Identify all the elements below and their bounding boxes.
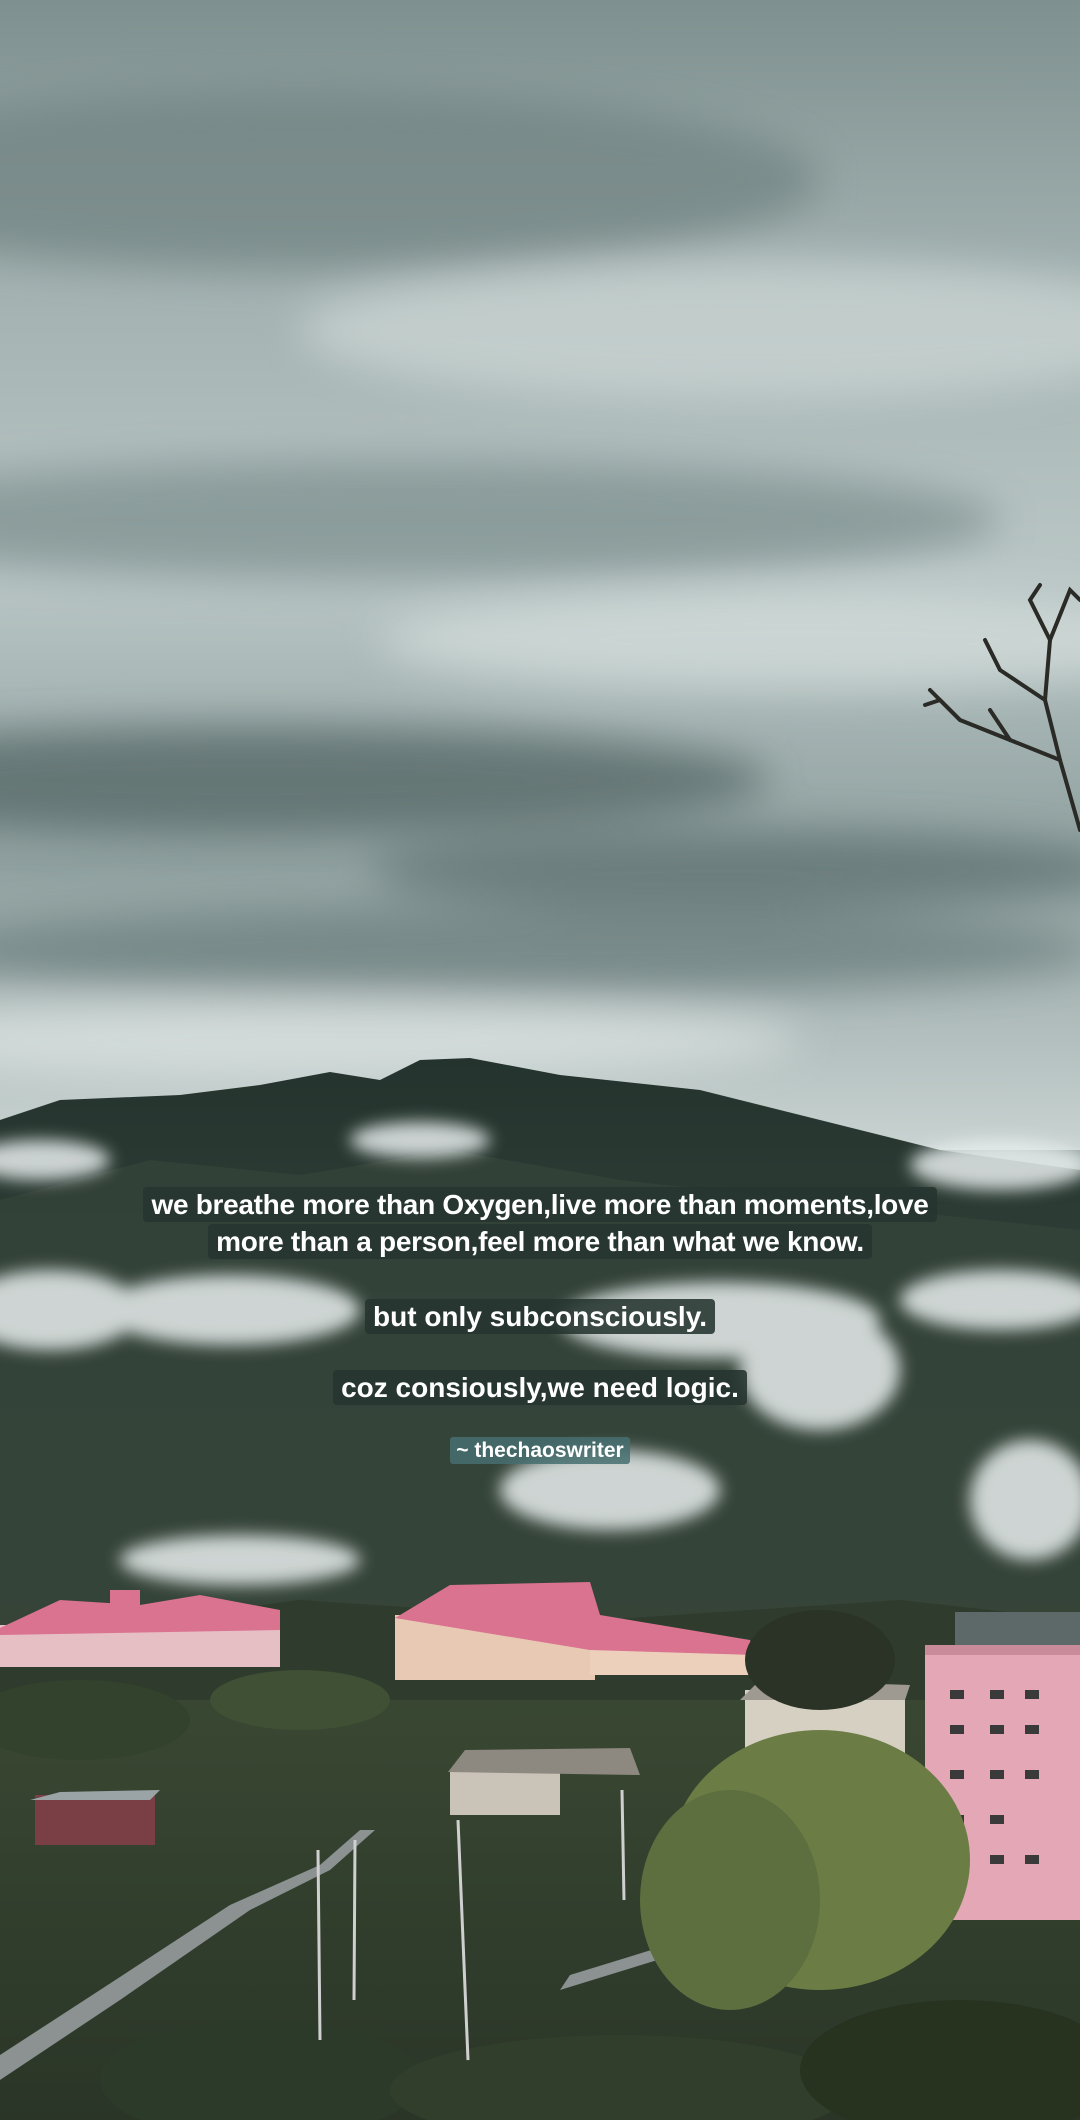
quote-text-main: we breathe more than Oxygen,live more than moments,love more than a person,feel more than what we know. (143, 1187, 936, 1259)
quote-overlay (0, 1186, 1080, 1466)
author-signature (450, 1436, 629, 1466)
quote-text-subconscious: but only subconsciously. (365, 1299, 715, 1334)
quote-line-subconscious (365, 1298, 715, 1335)
quote-line-main (130, 1186, 950, 1260)
quote-line-logic (333, 1369, 747, 1406)
author-text: ~ thechaoswriter (450, 1437, 629, 1464)
quote-text-logic: coz consiously,we need logic. (333, 1370, 747, 1405)
